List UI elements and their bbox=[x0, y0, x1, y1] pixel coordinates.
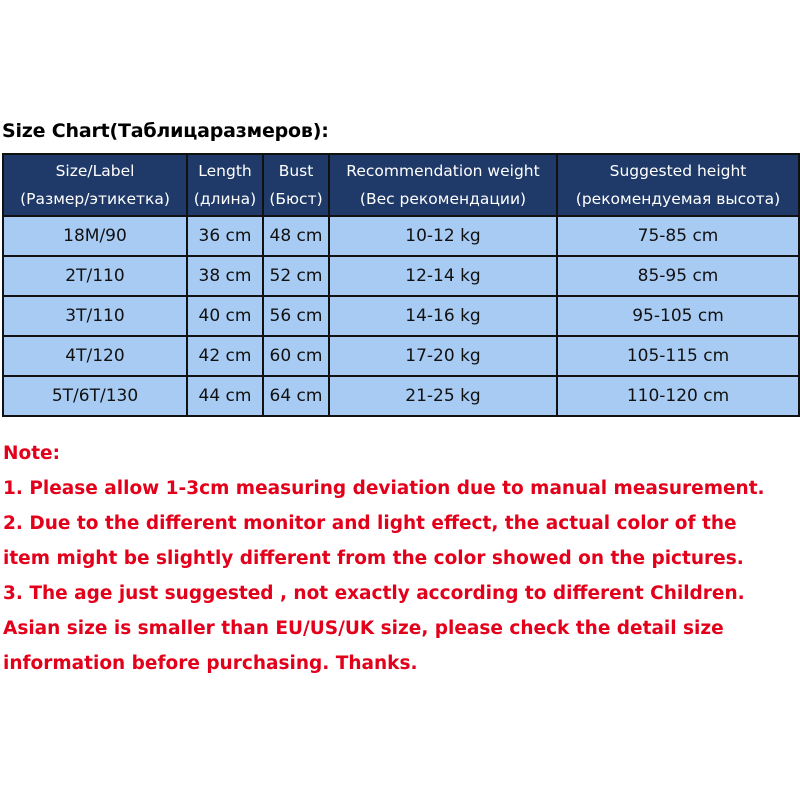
note-line: 1. Please allow 1-3cm measuring deviation due to manual measurement. bbox=[3, 478, 765, 499]
note-line: information before purchasing. Thanks. bbox=[3, 653, 418, 674]
header-line-2: (рекомендуемая высота) bbox=[575, 190, 781, 208]
header-line-2: (Бюст) bbox=[269, 190, 323, 208]
cell-size-label: 18M/90 bbox=[3, 216, 187, 256]
note-line: Asian size is smaller than EU/US/UK size, please check the detail size bbox=[3, 618, 724, 639]
cell-bust: 52 cm bbox=[263, 256, 329, 296]
cell-bust: 60 cm bbox=[263, 336, 329, 376]
cell-weight: 12-14 kg bbox=[329, 256, 557, 296]
header-line-1: Suggested height bbox=[609, 162, 747, 180]
size-chart-table bbox=[2, 153, 800, 417]
header-line-1: Size/Label bbox=[55, 162, 135, 180]
note-line: 2. Due to the different monitor and light effect, the actual color of the bbox=[3, 513, 737, 534]
size-chart-title: Size Chart(Таблицаразмеров): bbox=[2, 120, 329, 142]
header-line-1: Recommendation weight bbox=[346, 162, 540, 180]
table-row bbox=[3, 336, 799, 376]
table-row bbox=[3, 216, 799, 256]
header-recommendation-weight bbox=[329, 154, 557, 216]
cell-weight: 17-20 kg bbox=[329, 336, 557, 376]
cell-height: 110-120 cm bbox=[557, 376, 799, 416]
header-bust bbox=[263, 154, 329, 216]
table-header-row bbox=[3, 154, 799, 216]
cell-size-label: 4T/120 bbox=[3, 336, 187, 376]
table-row bbox=[3, 376, 799, 416]
table-row bbox=[3, 256, 799, 296]
cell-length: 44 cm bbox=[187, 376, 263, 416]
cell-length: 36 cm bbox=[187, 216, 263, 256]
header-line-2: (Вес рекомендации) bbox=[359, 190, 527, 208]
header-size-label bbox=[3, 154, 187, 216]
header-suggested-height bbox=[557, 154, 799, 216]
cell-size-label: 3T/110 bbox=[3, 296, 187, 336]
cell-bust: 64 cm bbox=[263, 376, 329, 416]
note-line: item might be slightly different from the color showed on the pictures. bbox=[3, 548, 744, 569]
note-line: 3. The age just suggested , not exactly according to different Children. bbox=[3, 583, 745, 604]
cell-length: 38 cm bbox=[187, 256, 263, 296]
cell-height: 105-115 cm bbox=[557, 336, 799, 376]
cell-weight: 14-16 kg bbox=[329, 296, 557, 336]
cell-height: 75-85 cm bbox=[557, 216, 799, 256]
header-line-1: Length bbox=[198, 162, 252, 180]
note-heading: Note: bbox=[3, 443, 60, 464]
header-line-2: (длина) bbox=[193, 190, 257, 208]
header-line-1: Bust bbox=[278, 162, 314, 180]
cell-bust: 56 cm bbox=[263, 296, 329, 336]
cell-length: 40 cm bbox=[187, 296, 263, 336]
table-row bbox=[3, 296, 799, 336]
cell-height: 85-95 cm bbox=[557, 256, 799, 296]
header-line-2: (Размер/этикетка) bbox=[20, 190, 170, 208]
cell-bust: 48 cm bbox=[263, 216, 329, 256]
cell-length: 42 cm bbox=[187, 336, 263, 376]
notes-section bbox=[3, 436, 800, 681]
cell-height: 95-105 cm bbox=[557, 296, 799, 336]
header-length bbox=[187, 154, 263, 216]
cell-weight: 21-25 kg bbox=[329, 376, 557, 416]
cell-weight: 10-12 kg bbox=[329, 216, 557, 256]
cell-size-label: 2T/110 bbox=[3, 256, 187, 296]
cell-size-label: 5T/6T/130 bbox=[3, 376, 187, 416]
